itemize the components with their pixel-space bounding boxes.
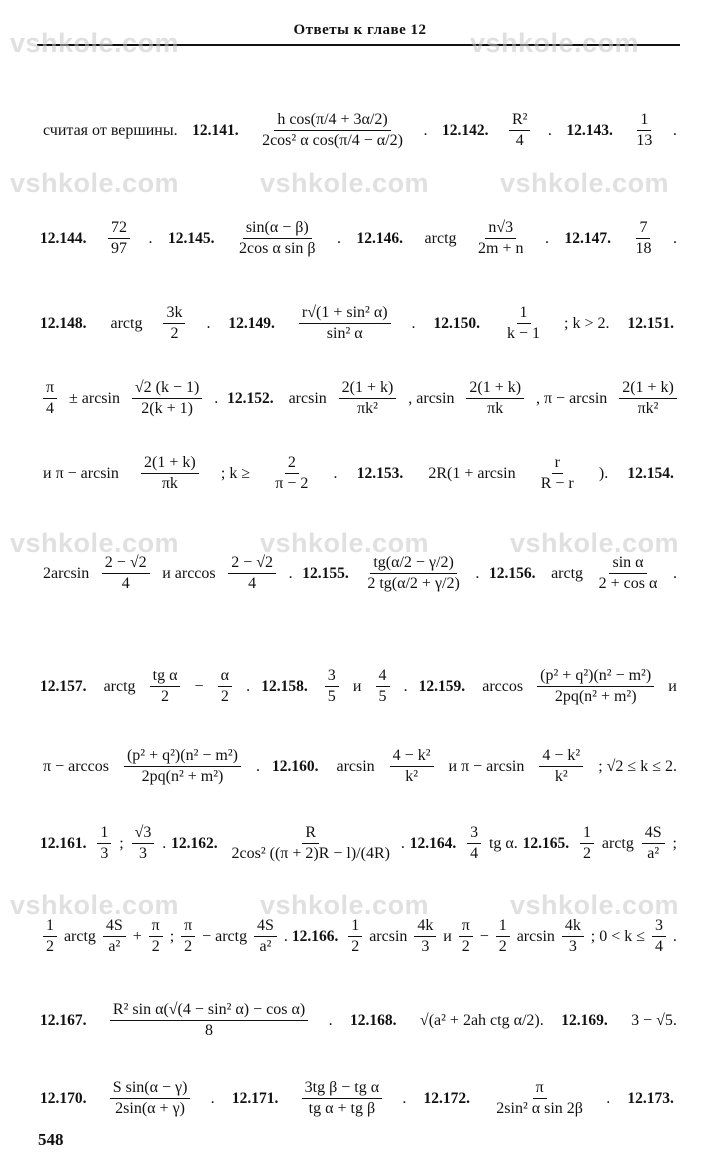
expression-text: ; (119, 834, 124, 852)
answer-number: 12.173. (627, 1089, 674, 1107)
numerator: 2 − √2 (102, 555, 150, 574)
expression-text: . (672, 229, 677, 247)
fraction (163, 305, 185, 342)
denominator: 2 (220, 688, 229, 705)
fraction (124, 748, 241, 785)
expression-text: . (210, 1089, 215, 1107)
expression-text: ; (169, 927, 175, 945)
numerator: R (302, 825, 319, 844)
fraction (509, 112, 530, 149)
denominator: πk (487, 400, 504, 417)
denominator: 18 (635, 240, 652, 257)
fraction (43, 380, 57, 417)
watermark: vshkole.com (260, 168, 430, 198)
numerator: R² (509, 112, 530, 131)
denominator: a² (108, 938, 121, 955)
expression-text: . (672, 564, 677, 582)
watermark: vshkole.com (260, 890, 430, 920)
expression-text: . (288, 564, 293, 582)
fraction (218, 668, 232, 705)
fraction (414, 918, 436, 955)
fraction (141, 455, 199, 492)
watermark: vshkole.com (10, 28, 180, 58)
expression-text: . (206, 314, 211, 332)
answer-number: 12.146. (356, 229, 404, 247)
denominator: πk² (357, 400, 378, 417)
denominator: a² (647, 845, 660, 862)
numerator: 2(1 + k) (619, 380, 677, 399)
numerator: tg α (150, 668, 181, 687)
expression-text: , π − arcsin (535, 389, 608, 407)
numerator: π (43, 380, 57, 399)
numerator: √3 (132, 825, 155, 844)
answer-number: 12.161. (40, 834, 87, 852)
expression-text: и (443, 927, 452, 945)
denominator: 2 (461, 938, 470, 955)
fraction (538, 455, 577, 492)
expression-text: . (423, 121, 428, 139)
numerator: 3tg β − tg α (302, 1080, 382, 1099)
numerator: 2 − √2 (228, 555, 276, 574)
expression-text: . (547, 121, 552, 139)
expression-text: 3 − √5. (631, 1011, 677, 1029)
answer-row (40, 918, 680, 955)
denominator: 4 (46, 400, 55, 417)
answer-number: 12.150. (433, 314, 481, 332)
answer-row (40, 555, 680, 592)
denominator: 5 (327, 688, 336, 705)
expression-text: arctg (551, 564, 584, 582)
denominator: 2(k + 1) (141, 400, 193, 417)
expression-text: и π − arcsin (43, 464, 119, 482)
numerator: π (149, 918, 163, 937)
denominator: 2 (351, 938, 360, 955)
watermark: vshkole.com (10, 890, 180, 920)
expression-text: , arcsin (408, 389, 455, 407)
page-header: Ответы к главе 12 (293, 22, 427, 38)
fraction (376, 668, 390, 705)
denominator: 2 (151, 938, 160, 955)
answer-number: 12.157. (40, 677, 87, 695)
expression-text: ; 0 < k ≤ (590, 927, 646, 945)
answer-number: 12.148. (40, 314, 87, 332)
fraction (642, 825, 665, 862)
fraction (236, 220, 319, 257)
answer-number: 12.160. (271, 757, 319, 775)
expression-text: tg α. (488, 834, 518, 852)
fraction (272, 455, 311, 492)
expression-text: . (411, 314, 416, 332)
expression-text: arccos (482, 677, 524, 695)
answer-number: 12.142. (441, 121, 489, 139)
numerator: r√(1 + sin² α) (299, 305, 391, 324)
denominator: 4 (248, 575, 257, 592)
answer-number: 12.145. (168, 229, 215, 247)
expression-text: 2R(1 + arcsin (428, 464, 516, 482)
watermark: vshkole.com (510, 528, 680, 558)
expression-text: . (475, 564, 480, 582)
numerator: 2(1 + k) (141, 455, 199, 474)
watermark: vshkole.com (510, 890, 680, 920)
numerator: 3k (163, 305, 185, 324)
fraction (493, 1080, 586, 1117)
fraction (259, 112, 406, 149)
answer-number: 12.153. (356, 464, 404, 482)
expression-text: . (214, 389, 219, 407)
denominator: 2 (46, 938, 54, 955)
expression-text: . (606, 1089, 611, 1107)
page-number: 548 (38, 1130, 64, 1149)
expression-text: ; (672, 834, 677, 852)
denominator: 2 (184, 938, 193, 955)
expression-text: . (246, 677, 251, 695)
expression-text: √(a² + 2ah ctg α/2). (419, 1011, 544, 1029)
answer-number: 12.151. (627, 314, 674, 332)
expression-text: ; √2 ≤ k ≤ 2. (598, 757, 677, 775)
denominator: sin² α (326, 325, 363, 342)
fraction (97, 825, 111, 862)
denominator: 2 (161, 688, 170, 705)
numerator: 4S (254, 918, 277, 937)
numerator: 1 (496, 918, 510, 937)
expression-text: arctg (103, 677, 136, 695)
numerator: π (459, 918, 473, 937)
answer-number: 12.172. (423, 1089, 471, 1107)
expression-text: arctg (424, 229, 457, 247)
numerator: 1 (348, 918, 362, 937)
numerator: 72 (108, 220, 130, 239)
expression-text: . (672, 927, 677, 945)
denominator: k − 1 (507, 325, 541, 342)
denominator: π − 2 (275, 475, 309, 492)
fraction (110, 1002, 308, 1039)
denominator: 3 (138, 845, 147, 862)
expression-text: . (148, 229, 153, 247)
answer-number: 12.158. (261, 677, 308, 695)
fraction (339, 380, 397, 417)
denominator: 4 (121, 575, 130, 592)
expression-text: . (283, 927, 288, 945)
denominator: 2pq(n² + m²) (141, 768, 224, 785)
denominator: R − r (540, 475, 574, 492)
fraction (596, 555, 661, 592)
fraction (181, 918, 195, 955)
denominator: 3 (421, 938, 430, 955)
expression-text: и (352, 677, 362, 695)
expression-text: arctg (601, 834, 634, 852)
fraction (364, 555, 462, 592)
expression-text: и arccos (162, 564, 216, 582)
numerator: 1 (43, 918, 57, 937)
answer-number: 12.169. (561, 1011, 608, 1029)
fraction (466, 380, 524, 417)
expression-text: . (255, 757, 260, 775)
expression-text: и π − arcsin (448, 757, 525, 775)
numerator: (p² + q²)(n² − m²) (124, 748, 241, 767)
numerator: π (181, 918, 195, 937)
numerator: π (533, 1080, 547, 1099)
answer-number: 12.164. (409, 834, 457, 852)
answer-row (40, 112, 680, 149)
numerator: 3 (652, 918, 666, 937)
denominator: 2cos² α cos(π/4 − α/2) (262, 132, 403, 149)
denominator: k² (554, 768, 568, 785)
expression-text: ± arcsin (68, 389, 120, 407)
numerator: 4k (562, 918, 584, 937)
numerator: S sin(α − γ) (110, 1080, 191, 1099)
expression-text: . (337, 229, 342, 247)
denominator: 2 (583, 845, 592, 862)
answer-number: 12.162. (171, 834, 218, 852)
numerator: 4k (414, 918, 436, 937)
answer-row (40, 1002, 680, 1039)
fraction (467, 825, 481, 862)
answer-number: 12.166. (291, 927, 339, 945)
denominator: 4 (515, 132, 524, 149)
denominator: tg α + tg β (308, 1100, 376, 1117)
fraction (459, 918, 473, 955)
expression-text: ). (598, 464, 609, 482)
answer-row (40, 1080, 680, 1117)
expression-text: . (672, 121, 677, 139)
numerator: α (218, 668, 232, 687)
answer-row (40, 825, 680, 862)
answer-number: 12.149. (228, 314, 275, 332)
denominator: 3 (100, 845, 109, 862)
fraction (619, 380, 677, 417)
answer-row (40, 305, 680, 342)
expression-text: arctg (110, 314, 143, 332)
numerator: sin α (609, 555, 646, 574)
denominator: 2sin(α + γ) (115, 1100, 185, 1117)
denominator: 13 (636, 132, 653, 149)
expression-text: π − arccos (43, 757, 109, 775)
denominator: πk² (637, 400, 659, 417)
numerator: 1 (580, 825, 594, 844)
expression-text: . (162, 834, 167, 852)
answer-row (40, 668, 680, 705)
fraction (149, 918, 163, 955)
answer-row (40, 455, 680, 492)
answer-row (40, 220, 680, 257)
answer-number: 12.144. (40, 229, 87, 247)
answer-row (40, 380, 680, 417)
numerator: tg(α/2 − γ/2) (370, 555, 456, 574)
fraction (302, 1080, 382, 1117)
denominator: a² (259, 938, 272, 955)
expression-text: . (333, 464, 338, 482)
watermark: vshkole.com (10, 528, 180, 558)
expression-text: − (479, 927, 489, 945)
denominator: 2 (498, 938, 507, 955)
denominator: 2cos² ((π + 2)R − l)/(4R) (231, 845, 390, 862)
denominator: 2m + n (478, 240, 524, 257)
fraction (537, 668, 654, 705)
fraction (390, 748, 434, 785)
answer-number: 12.155. (302, 564, 349, 582)
numerator: 2(1 + k) (339, 380, 397, 399)
expression-text: . (328, 1011, 333, 1029)
expression-text: arcsin (516, 927, 555, 945)
fraction (496, 918, 510, 955)
fraction (132, 380, 202, 417)
numerator: 2(1 + k) (466, 380, 524, 399)
expression-text: − arctg (202, 927, 248, 945)
denominator: 97 (111, 240, 127, 257)
fraction (325, 668, 339, 705)
numerator: h cos(π/4 + 3α/2) (274, 112, 390, 131)
answer-number: 12.156. (488, 564, 536, 582)
numerator: 3 (325, 668, 339, 687)
denominator: πk (161, 475, 178, 492)
numerator: 4 − k² (390, 748, 434, 767)
fraction (110, 1080, 191, 1117)
denominator: 2sin² α sin 2β (496, 1100, 583, 1117)
fraction (103, 918, 126, 955)
watermark: vshkole.com (260, 528, 430, 558)
expression-text: . (400, 834, 405, 852)
expression-text: arcsin (336, 757, 375, 775)
answer-number: 12.147. (564, 229, 611, 247)
expression-text: ; k > 2. (564, 314, 610, 332)
denominator: 4 (654, 938, 663, 955)
fraction (254, 918, 277, 955)
denominator: 3 (568, 938, 577, 955)
numerator: √2 (k − 1) (132, 380, 202, 399)
watermark: vshkole.com (10, 168, 180, 198)
expression-text: . (403, 677, 408, 695)
answer-number: 12.170. (40, 1089, 87, 1107)
answer-number: 12.154. (627, 464, 674, 482)
expression-text: . (544, 229, 549, 247)
watermark: vshkole.com (500, 168, 670, 198)
numerator: n√3 (485, 220, 516, 239)
expression-text: arcsin (369, 927, 408, 945)
expression-text: считая от вершины. (43, 121, 178, 139)
fraction (562, 918, 584, 955)
answer-number: 12.143. (566, 121, 613, 139)
fraction (150, 668, 181, 705)
fraction (580, 825, 594, 862)
expression-text: и (668, 677, 677, 695)
numerator: R² sin α(√(4 − sin² α) − cos α) (110, 1002, 308, 1021)
denominator: 5 (378, 688, 387, 705)
numerator: 1 (97, 825, 111, 844)
answer-row (40, 748, 680, 785)
denominator: 4 (470, 845, 479, 862)
fraction (43, 918, 57, 955)
numerator: 4 − k² (539, 748, 583, 767)
fraction (299, 305, 391, 342)
fraction (632, 220, 654, 257)
numerator: 7 (636, 220, 650, 239)
denominator: k² (405, 768, 418, 785)
numerator: sin(α − β) (243, 220, 312, 239)
fraction (652, 918, 666, 955)
numerator: 1 (637, 112, 651, 131)
denominator: 2 + cos α (598, 575, 658, 592)
fraction (633, 112, 655, 149)
answer-number: 12.171. (231, 1089, 279, 1107)
fraction (348, 918, 362, 955)
fraction (228, 825, 392, 862)
fraction (132, 825, 155, 862)
denominator: 2 tg(α/2 + γ/2) (367, 575, 460, 592)
fraction (475, 220, 526, 257)
fraction (539, 748, 583, 785)
answer-number: 12.168. (350, 1011, 397, 1029)
expression-text: . (402, 1089, 407, 1107)
denominator: 2 (170, 325, 179, 342)
expression-text: 2arcsin (43, 564, 90, 582)
numerator: 3 (467, 825, 481, 844)
expression-text: arctg (63, 927, 96, 945)
numerator: 4S (642, 825, 665, 844)
numerator: 4 (376, 668, 390, 687)
denominator: 2pq(n² + m²) (554, 688, 637, 705)
numerator: 1 (517, 305, 531, 324)
numerator: 4S (103, 918, 126, 937)
fraction (504, 305, 543, 342)
expression-text: ; k ≥ (220, 464, 251, 482)
answer-number: 12.159. (418, 677, 466, 695)
watermark: vshkole.com (470, 28, 640, 58)
denominator: 8 (205, 1022, 214, 1039)
answer-number: 12.165. (522, 834, 570, 852)
answer-number: 12.141. (192, 121, 239, 139)
numerator: 2 (285, 455, 299, 474)
fraction (102, 555, 150, 592)
expression-text: + (132, 927, 142, 945)
expression-text: − (194, 677, 204, 695)
expression-text: arcsin (288, 389, 327, 407)
numerator: (p² + q²)(n² − m²) (537, 668, 654, 687)
answer-number: 12.152. (227, 389, 274, 407)
fraction (108, 220, 130, 257)
denominator: 2cos α sin β (239, 240, 316, 257)
fraction (228, 555, 276, 592)
answer-number: 12.167. (40, 1011, 87, 1029)
numerator: r (552, 455, 563, 474)
